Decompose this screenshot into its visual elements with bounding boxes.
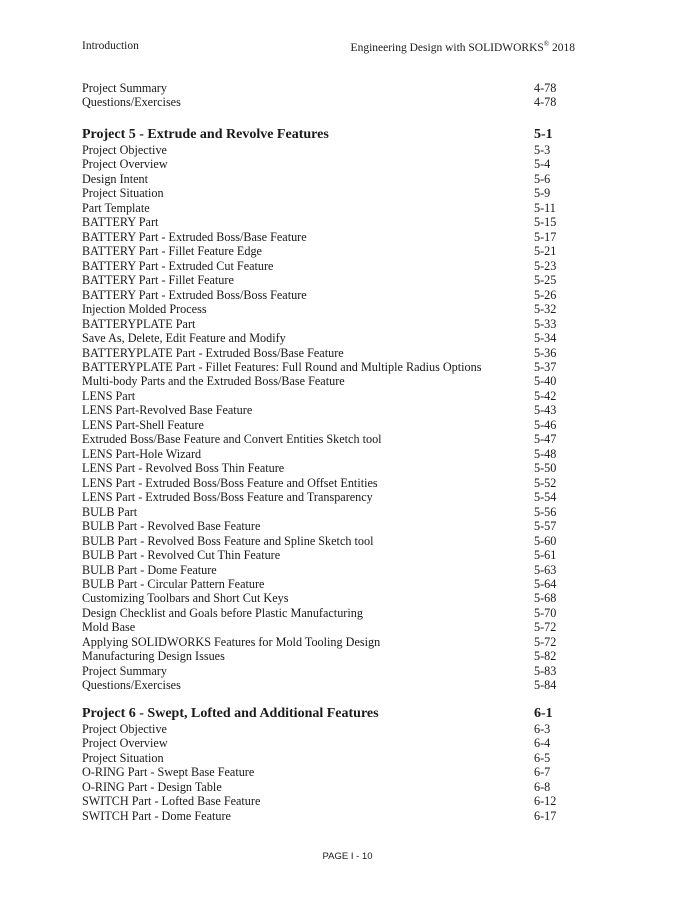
project6-heading[interactable]: [82, 706, 562, 722]
toc-entry-title: BULB Part - Dome Feature: [82, 562, 217, 577]
toc-entry-page: 4-78: [534, 95, 557, 110]
toc-entry-page: 6-8: [534, 779, 551, 794]
toc-entry-title: Customizing Toolbars and Short Cut Keys: [82, 591, 289, 606]
toc-entry[interactable]: [82, 143, 562, 157]
running-header-right: [351, 40, 575, 54]
toc-entry-title: BATTERY Part - Extruded Cut Feature: [82, 258, 274, 273]
toc-entry-title: LENS Part-Shell Feature: [82, 417, 204, 432]
toc-entry[interactable]: [82, 591, 562, 605]
toc-entry-title: LENS Part: [82, 388, 136, 403]
toc-entry-page: 5-4: [534, 157, 551, 172]
toc-entry[interactable]: [82, 577, 562, 591]
toc-entry[interactable]: [82, 490, 562, 504]
toc-entry-title: BATTERYPLATE Part: [82, 316, 196, 331]
toc-entry[interactable]: [82, 620, 562, 634]
running-header-left: Introduction: [82, 40, 139, 52]
toc-entry-title: Project Summary: [82, 663, 167, 678]
toc-entry[interactable]: [82, 403, 562, 417]
table-of-contents: [82, 81, 562, 823]
toc-entry-title: BATTERY Part - Extruded Boss/Base Feature: [82, 229, 307, 244]
toc-entry[interactable]: [82, 215, 562, 229]
toc-entry-page: 6-17: [534, 808, 557, 823]
toc-entry-page: 5-6: [534, 171, 551, 186]
toc-entry-page: 5-23: [534, 258, 557, 273]
toc-entry-page: 5-57: [534, 519, 557, 534]
toc-entry-page: 5-3: [534, 142, 551, 157]
toc-entry-page: 5-9: [534, 186, 551, 201]
toc-entry-page: 5-15: [534, 215, 557, 230]
toc-entry-page: 5-33: [534, 316, 557, 331]
toc-entry-title: O-RING Part - Design Table: [82, 779, 222, 794]
pre-entries-list: [82, 81, 562, 110]
toc-entry-title: SWITCH Part - Lofted Base Feature: [82, 794, 261, 809]
toc-entry-title: Design Checklist and Goals before Plastic Manufacturing: [82, 605, 363, 620]
toc-entry-page: 6-7: [534, 765, 551, 780]
toc-entry-page: 5-72: [534, 620, 557, 635]
toc-entry-title: Questions/Exercises: [82, 678, 181, 693]
toc-entry[interactable]: [82, 476, 562, 490]
toc-entry[interactable]: [82, 346, 562, 360]
toc-entry[interactable]: [82, 81, 562, 95]
toc-entry-title: Project Objective: [82, 142, 167, 157]
toc-entry-title: BATTERYPLATE Part - Fillet Features: Full Round and Multiple Radius Options: [82, 359, 482, 374]
toc-entry-page: 5-32: [534, 302, 557, 317]
toc-entry[interactable]: [82, 548, 562, 562]
toc-entry[interactable]: [82, 461, 562, 475]
toc-entry-page: 5-50: [534, 461, 557, 476]
toc-entry-title: O-RING Part - Swept Base Feature: [82, 765, 255, 780]
toc-entry[interactable]: [82, 751, 562, 765]
toc-entry-title: BULB Part - Revolved Base Feature: [82, 519, 261, 534]
toc-entry[interactable]: [82, 809, 562, 823]
toc-entry-page: 5-43: [534, 403, 557, 418]
project6-heading-page: 6-1: [534, 705, 553, 721]
toc-entry-page: 5-72: [534, 634, 557, 649]
toc-entry-page: 5-25: [534, 273, 557, 288]
toc-entry-title: Mold Base: [82, 620, 136, 635]
toc-entry[interactable]: [82, 447, 562, 461]
toc-entry-title: BULB Part - Circular Pattern Feature: [82, 577, 265, 591]
toc-entry-page: 5-60: [534, 533, 557, 548]
toc-entry-title: Extruded Boss/Base Feature and Convert Entities Sketch tool: [82, 432, 382, 447]
toc-entry[interactable]: [82, 664, 562, 678]
toc-entry-page: 5-47: [534, 432, 557, 447]
toc-entry[interactable]: [82, 201, 562, 215]
toc-entry[interactable]: [82, 736, 562, 750]
toc-entry-title: BATTERYPLATE Part - Extruded Boss/Base Feature: [82, 345, 344, 360]
toc-entry-page: 5-84: [534, 678, 557, 693]
page-number-footer: PAGE I - 10: [322, 851, 373, 862]
toc-entry-page: 6-5: [534, 750, 551, 765]
toc-entry-page: 5-54: [534, 490, 557, 505]
toc-entry-page: 6-12: [534, 794, 557, 809]
toc-entry-title: Project Objective: [82, 721, 167, 736]
toc-entry[interactable]: [82, 563, 562, 577]
toc-entry[interactable]: [82, 418, 562, 432]
toc-entry-title: BULB Part: [82, 504, 138, 519]
toc-entry-page: 5-64: [534, 577, 557, 591]
toc-entry[interactable]: [82, 95, 562, 109]
toc-entry-page: 5-42: [534, 388, 557, 403]
project6-entries-list: [82, 722, 562, 823]
project6-heading-title: Project 6 - Swept, Lofted and Additional Features: [82, 705, 379, 721]
toc-entry-title: Project Overview: [82, 736, 168, 751]
toc-entry[interactable]: [82, 519, 562, 533]
toc-entry-page: 5-17: [534, 229, 557, 244]
toc-entry[interactable]: [82, 635, 562, 649]
toc-entry[interactable]: [82, 288, 562, 302]
toc-entry[interactable]: [82, 244, 562, 258]
toc-entry-page: 5-56: [534, 504, 557, 519]
toc-entry[interactable]: [82, 649, 562, 663]
toc-entry-page: 5-61: [534, 548, 557, 563]
toc-entry[interactable]: [82, 230, 562, 244]
toc-entry-page: 6-4: [534, 736, 551, 751]
toc-entry-title: BULB Part - Revolved Boss Feature and Spline Sketch tool: [82, 533, 374, 548]
toc-entry-title: Project Overview: [82, 157, 168, 172]
toc-entry-title: Save As, Delete, Edit Feature and Modify: [82, 331, 286, 346]
toc-entry-page: 5-46: [534, 417, 557, 432]
toc-entry-page: 5-26: [534, 287, 557, 302]
toc-entry-title: BATTERY Part: [82, 215, 159, 230]
book-title: Engineering Design with SOLIDWORKS: [350, 41, 544, 54]
toc-entry-page: 5-63: [534, 562, 557, 577]
project5-heading-page: 5-1: [534, 126, 553, 142]
toc-entry[interactable]: [82, 780, 562, 794]
toc-entry-page: 5-82: [534, 649, 557, 664]
toc-entry-title: Multi-body Parts and the Extruded Boss/Base Feature: [82, 374, 345, 389]
project5-heading[interactable]: [82, 127, 562, 143]
toc-entry-title: Project Situation: [82, 750, 164, 765]
toc-entry-title: BATTERY Part - Fillet Feature: [82, 273, 234, 288]
toc-entry-title: Manufacturing Design Issues: [82, 649, 225, 664]
toc-entry[interactable]: [82, 534, 562, 548]
toc-entry-title: SWITCH Part - Dome Feature: [82, 808, 231, 823]
toc-entry-title: BATTERY Part - Fillet Feature Edge: [82, 244, 262, 259]
toc-entry-title: Applying SOLIDWORKS Features for Mold Tooling Design: [82, 634, 381, 649]
toc-entry-page: 5-21: [534, 244, 557, 259]
toc-entry[interactable]: [82, 505, 562, 519]
project5-heading-title: Project 5 - Extrude and Revolve Features: [82, 126, 329, 142]
toc-entry-page: 6-3: [534, 721, 551, 736]
toc-entry[interactable]: [82, 273, 562, 287]
toc-entry-page: 4-78: [534, 81, 557, 95]
toc-entry-page: 5-70: [534, 605, 557, 620]
toc-entry-title: Project Summary: [82, 81, 167, 95]
toc-entry-title: LENS Part - Extruded Boss/Boss Feature and Transparency: [82, 490, 373, 505]
toc-entry[interactable]: [82, 374, 562, 388]
toc-entry-page: 5-37: [534, 359, 557, 374]
toc-entry[interactable]: [82, 331, 562, 345]
toc-entry[interactable]: [82, 678, 562, 692]
toc-entry-title: LENS Part - Extruded Boss/Boss Feature and Offset Entities: [82, 475, 378, 490]
toc-entry-title: Project Situation: [82, 186, 164, 201]
toc-entry[interactable]: [82, 794, 562, 808]
toc-entry-page: 5-52: [534, 475, 557, 490]
toc-entry[interactable]: [82, 186, 562, 200]
toc-entry-title: Part Template: [82, 200, 150, 215]
toc-entry-title: BULB Part - Revolved Cut Thin Feature: [82, 548, 281, 563]
toc-entry-title: LENS Part-Revolved Base Feature: [82, 403, 253, 418]
toc-entry[interactable]: [82, 606, 562, 620]
toc-entry[interactable]: [82, 317, 562, 331]
toc-entry[interactable]: [82, 722, 562, 736]
toc-entry-page: 5-11: [534, 200, 556, 215]
toc-entry-page: 5-68: [534, 591, 557, 606]
project5-entries-list: [82, 143, 562, 693]
toc-entry[interactable]: [82, 389, 562, 403]
toc-entry-title: LENS Part - Revolved Boss Thin Feature: [82, 461, 285, 476]
registered-mark: ®: [543, 40, 550, 48]
toc-entry-page: 5-83: [534, 663, 557, 678]
toc-entry-title: LENS Part-Hole Wizard: [82, 446, 202, 461]
toc-entry-title: BATTERY Part - Extruded Boss/Boss Feature: [82, 287, 307, 302]
toc-entry-page: 5-34: [534, 331, 557, 346]
toc-entry[interactable]: [82, 157, 562, 171]
toc-entry[interactable]: [82, 172, 562, 186]
toc-entry[interactable]: [82, 432, 562, 446]
book-edition: 2018: [549, 41, 575, 54]
toc-entry-page: 5-48: [534, 446, 557, 461]
toc-entry-title: Questions/Exercises: [82, 95, 181, 110]
toc-entry[interactable]: [82, 259, 562, 273]
toc-entry[interactable]: [82, 765, 562, 779]
toc-entry-page: 5-40: [534, 374, 557, 389]
toc-entry[interactable]: [82, 302, 562, 316]
toc-entry-title: Injection Molded Process: [82, 302, 207, 317]
toc-entry[interactable]: [82, 360, 562, 374]
toc-entry-title: Design Intent: [82, 171, 149, 186]
toc-entry-page: 5-36: [534, 345, 557, 360]
